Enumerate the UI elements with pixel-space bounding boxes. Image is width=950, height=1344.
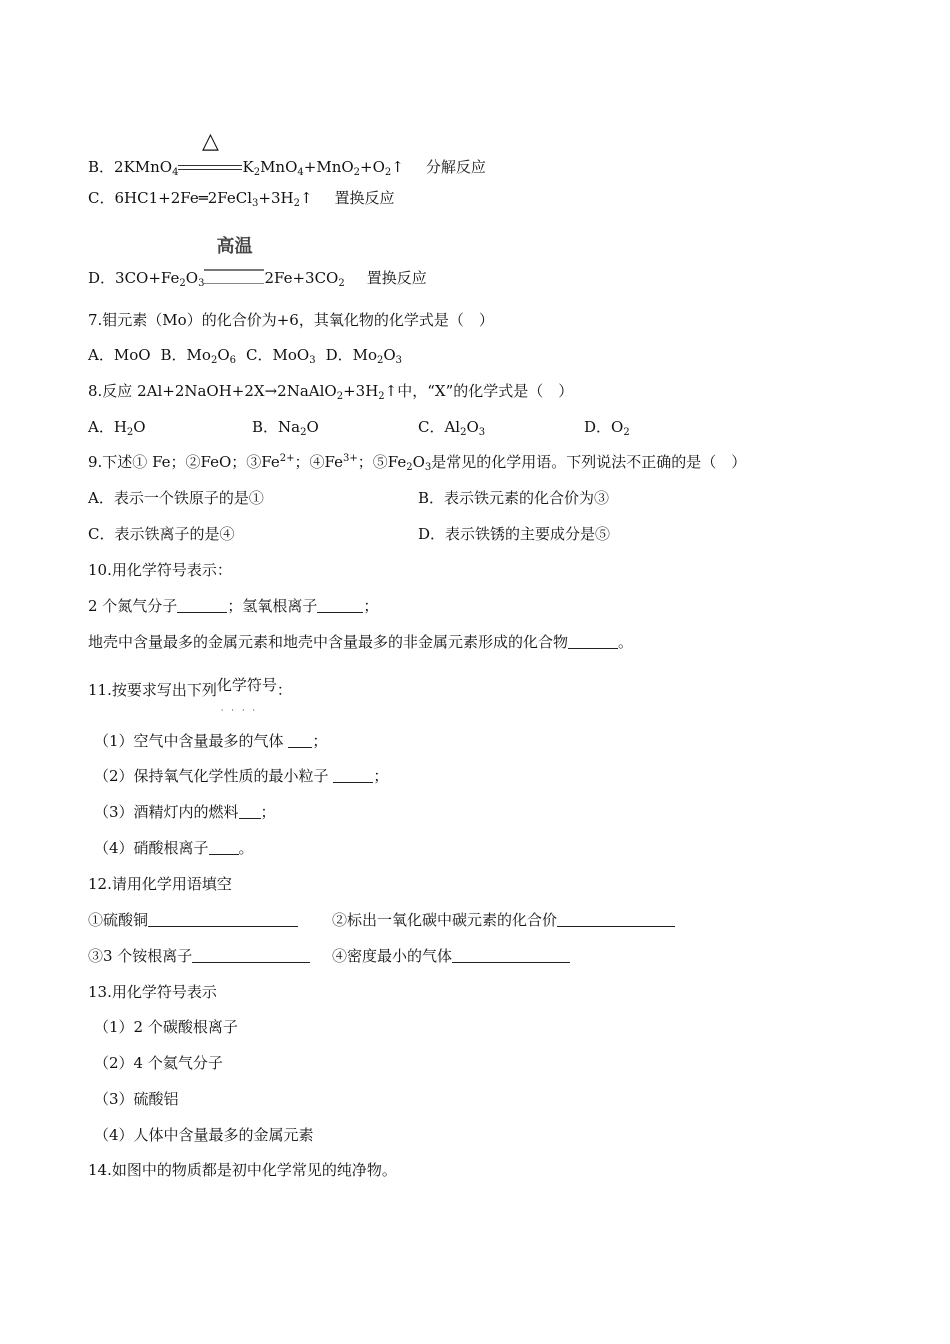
q7-options: [88, 345, 402, 365]
q11-item-4: （4）硝酸根离子 。: [94, 839, 254, 857]
answer-blank[interactable]: [239, 804, 261, 819]
answer-blank[interactable]: [557, 912, 675, 927]
reaction-condition-heat: △: [178, 140, 242, 174]
q10-title: 10.用化学符号表示：: [88, 561, 232, 579]
q12-item-2: ②标出一氧化碳中碳元素的化合价: [332, 910, 675, 930]
q11-item-3: （3）酒精灯内的燃料 ；: [94, 803, 276, 821]
q8-option-b: B．$Na_2O$: [252, 418, 319, 438]
q11-item-1: （1）空气中含量最多的气体 ；: [94, 732, 328, 750]
q13-title: 13.用化学符号表示: [88, 983, 217, 1001]
q7-option-b: B．$Mo_2O_6$: [160, 346, 237, 366]
q10-line1: 2 个氮气分子 ；氢氧根离子 ；: [88, 597, 379, 615]
q8-option-c: C．$Al_2O_3$: [418, 418, 486, 438]
q13-item-2: （2）4 个氦气分子: [94, 1054, 223, 1072]
answer-blank[interactable]: [192, 948, 310, 963]
q11-title: 11.按要求写出下列化学符号 ···· ：: [88, 680, 292, 700]
reaction-condition-high-temp: 高温: [204, 249, 264, 285]
q14-title: 14.如图中的物质都是初中化学常见的纯净物。: [88, 1161, 397, 1179]
q8-question: 8.反应 $2Al+2NaOH+2X\to 2NaAlO_2+3H_2↑$中，“X”的化学式是（ ）: [88, 382, 574, 402]
q9-option-b: B．表示铁元素的化合价为③: [418, 489, 610, 507]
q13-item-3: （3）硫酸铝: [94, 1090, 179, 1108]
answer-blank[interactable]: [288, 733, 312, 748]
answer-blank[interactable]: [148, 912, 298, 927]
answer-blank[interactable]: [568, 634, 618, 649]
q8-option-d: D．$O_2$: [584, 418, 630, 438]
q9-option-a: A．表示一个铁原子的是①: [88, 489, 264, 507]
answer-blank[interactable]: [317, 598, 363, 613]
answer-blank[interactable]: [333, 768, 373, 783]
answer-blank[interactable]: [177, 598, 227, 613]
q7-option-d: D．$Mo_2O_3$: [325, 346, 403, 366]
q6-option-c: C．$6HC1+2Fe═2FeCl_3+3H_2↑$ 置换反应: [88, 189, 395, 209]
q13-item-1: （1）2 个碳酸根离子: [94, 1018, 238, 1036]
q12-item-3: ③3 个铵根离子: [88, 946, 310, 966]
answer-blank[interactable]: [209, 840, 239, 855]
q9-question: 9.下述① Fe；②FeO；$③Fe^{2+}$；$④Fe^{3+}$；$⑤Fe_2O_3$是常见的化学用语。下列说法不正确的是（ ）: [88, 453, 747, 473]
q8-option-a: A．$H_2O$: [88, 418, 146, 438]
q9-option-d: D．表示铁锈的主要成分是⑤: [418, 525, 611, 543]
q7-option-c: C．MoO$_3$: [246, 346, 316, 366]
q12-item-1: ①硫酸铜: [88, 910, 298, 930]
q12-item-4: ④密度最小的气体: [332, 946, 570, 966]
emphasis-dots: ····: [220, 706, 264, 715]
q13-item-4: （4）人体中含量最多的金属元素: [94, 1126, 314, 1144]
answer-blank[interactable]: [452, 948, 570, 963]
q12-title: 12.请用化学用语填空: [88, 875, 232, 893]
q7-option-a: A．MoO: [88, 346, 151, 364]
q7-question: 7.钼元素（Mo）的化合价为+6，其氧化物的化学式是（ ）: [88, 311, 494, 329]
q6-option-b: B．2KMnO$_4$ △ $K_2MnO_4+MnO_2+O_2↑$ 分解反应: [88, 129, 486, 178]
q10-line2: 地壳中含量最多的金属元素和地壳中含量最多的非金属元素形成的化合物 。: [88, 633, 634, 651]
q9-option-c: C．表示铁离子的是④: [88, 525, 235, 543]
q11-item-2: （2）保持氧气化学性质的最小粒子 ；: [94, 767, 389, 785]
q6-option-d: D．$3CO+Fe_2O_3$ 高温 $2Fe+3CO_2$ 置换反应: [88, 236, 427, 289]
